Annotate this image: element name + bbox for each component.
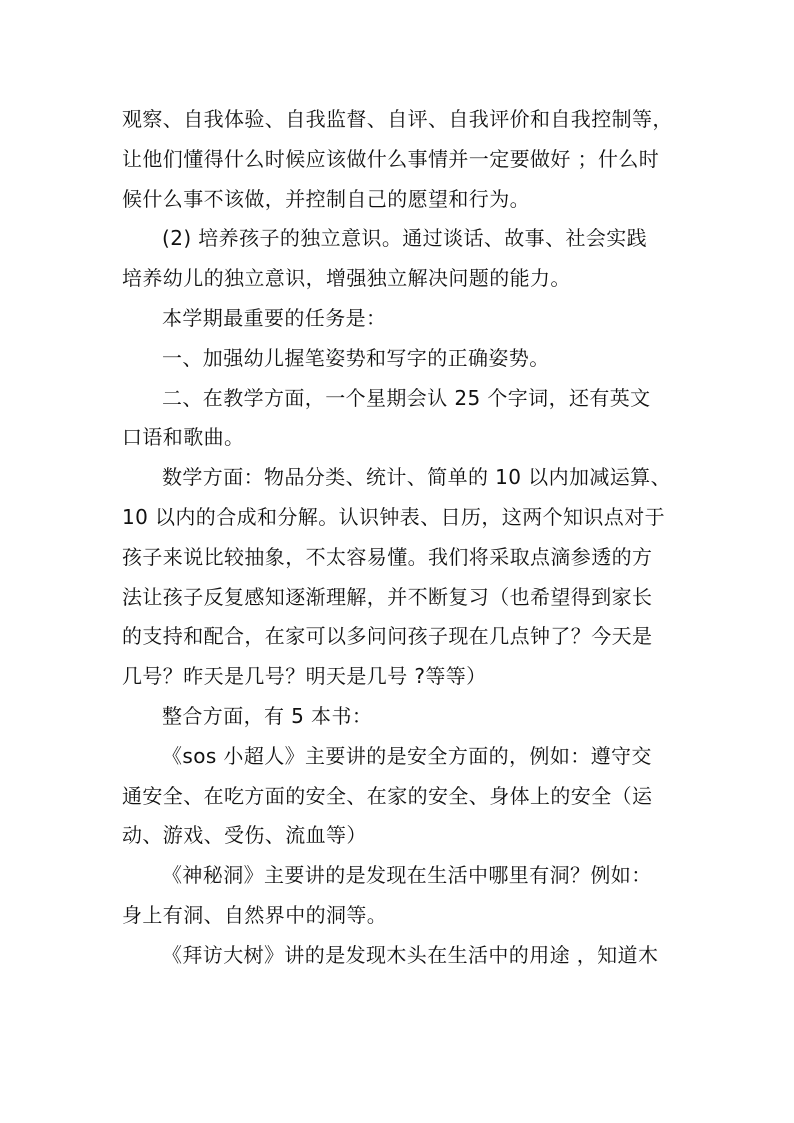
text-line: 本学期最重要的任务是： (162, 305, 387, 330)
text-line: 孩子来说比较抽象，不太容易懂。我们将采取点滴参透的方 (122, 544, 653, 569)
text-line: 一、加强幼儿握笔姿势和写字的正确姿势。 (162, 345, 550, 370)
text-line: 培养幼儿的独立意识，增强独立解决问题的能力。 (122, 266, 571, 291)
text-line: 二、在教学方面，一个星期会认 25 个字词，还有英文 (162, 385, 651, 410)
text-line: 让他们懂得什么时候应该做什么事情并一定要做好 ；什么时 (122, 146, 660, 171)
text-line: 法让孩子反复感知逐渐理解，并不断复习（也希望得到家长 (122, 584, 653, 609)
text-line: 身上有洞、自然界中的洞等。 (122, 902, 388, 927)
text-line: 数学方面：物品分类、统计、简单的 10 以内加减运算、 (162, 465, 671, 490)
text-line: (2) 培养孩子的独立意识。通过谈话、故事、社会实践 (162, 226, 648, 251)
text-line: 整合方面，有 5 本书： (162, 703, 373, 728)
text-line: 《拜访大树》讲的是发现木头在生活中的用途 ，知道木 (162, 942, 659, 967)
text-line: 通安全、在吃方面的安全、在家的安全、身体上的安全（运 (122, 783, 653, 808)
text-line: 候什么事不该做，并控制自己的愿望和行为。 (122, 186, 530, 211)
text-line: 《sos 小超人》主要讲的是安全方面的，例如：遵守交 (162, 743, 652, 768)
text-line: 10 以内的合成和分解。认识钟表、日历，这两个知识点对于 (122, 504, 666, 529)
text-line: 的支持和配合，在家可以多问问孩子现在几点钟了？今天是 (122, 624, 653, 649)
text-line: 口语和歌曲。 (122, 425, 245, 450)
document-body (122, 100, 682, 976)
text-line: 动、游戏、受伤、流血等） (122, 823, 367, 848)
text-line: 几号？昨天是几号？明天是几号 ?等等） (122, 664, 487, 689)
text-line: 《神秘洞》主要讲的是发现在生活中哪里有洞？例如： (162, 863, 652, 888)
text-line: 观察、自我体验、自我监督、自评、自我评价和自我控制等， (122, 107, 673, 131)
